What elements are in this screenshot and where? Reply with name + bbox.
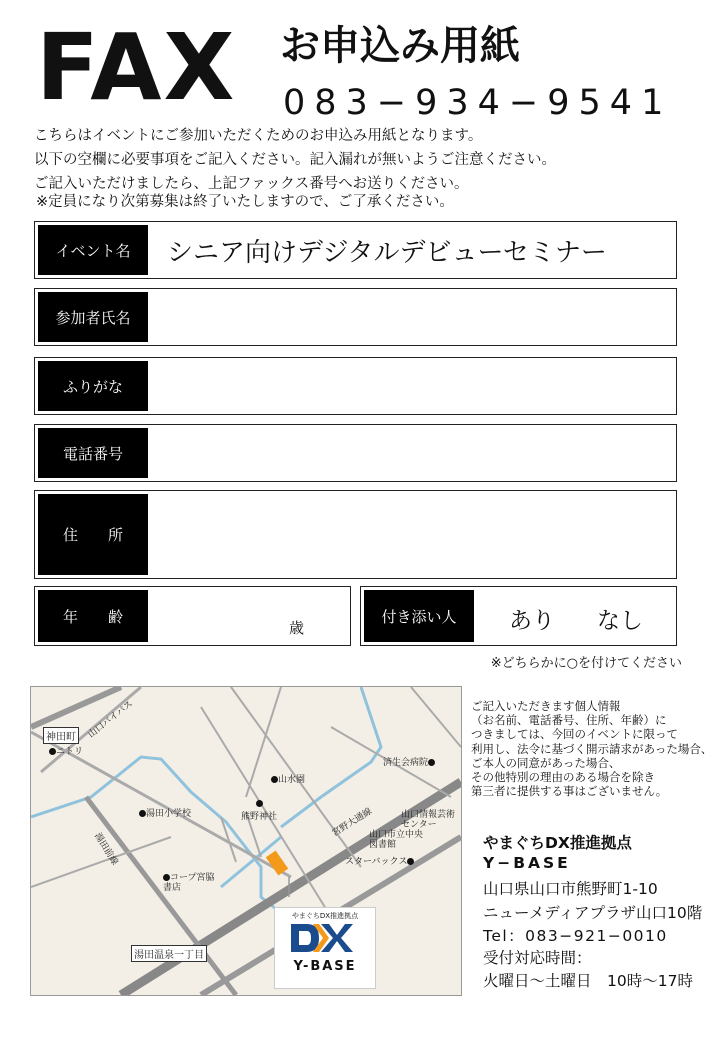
- privacy-line: 第三者に提供する事はございません。: [471, 784, 668, 799]
- map-label-library: 山口市立中央図書館: [369, 830, 424, 850]
- privacy-line: つきましては、今回のイベントに限って: [471, 727, 678, 742]
- coop-dot: [163, 874, 170, 881]
- map-label-coop: コープ宮脇書店: [163, 873, 215, 893]
- map-label-kumano: 熊野神社: [239, 799, 279, 822]
- companion-row: [360, 586, 677, 646]
- intro-line-3: ご記入いただけましたら、上記ファックス番号へお送りください。: [34, 176, 469, 192]
- address-label: 住 所: [38, 494, 148, 575]
- age-row[interactable]: [34, 586, 351, 646]
- map-label-yudamae: 湯田前線: [91, 831, 120, 868]
- privacy-line: その他特別の理由のある場合を除き: [471, 770, 655, 785]
- name-row[interactable]: [34, 288, 677, 346]
- address-row[interactable]: [34, 490, 677, 579]
- privacy-line: ご記入いただきます個人情報: [471, 699, 621, 713]
- hours-value: 火曜日〜土曜日 10時〜17時: [483, 972, 693, 990]
- logo-name-text: Y-BASE: [293, 959, 357, 974]
- kumano-dot: [256, 800, 263, 807]
- privacy-notice: [471, 699, 712, 798]
- intro-line-1: こちらはイベントにご参加いただくためのお申込み用紙となります。: [34, 128, 483, 144]
- privacy-line: （お名前、電話番号、住所、年齢）に: [471, 713, 667, 728]
- fax-number: 083−934−9541: [283, 83, 673, 123]
- companion-no-option[interactable]: なし: [597, 608, 643, 634]
- map-label-starbucks: スターバックス: [345, 854, 414, 867]
- name-label: 参加者氏名: [38, 292, 148, 342]
- map-label-kanda: 神田町: [43, 727, 79, 744]
- event-label: イベント名: [38, 225, 148, 275]
- map-label-nitori: ニトリ: [49, 744, 83, 757]
- map-label-sansuien: 山水園: [271, 772, 305, 785]
- furigana-row[interactable]: [34, 357, 677, 415]
- phone-row[interactable]: [34, 424, 677, 482]
- organizer-address-2: ニューメディアプラザ山口10階: [483, 904, 703, 922]
- age-unit: 歳: [289, 619, 305, 637]
- intro-line-4: ※定員になり次第募集は終了いたしますので、ご了承ください。: [36, 194, 454, 210]
- yuda-school-dot: [139, 810, 146, 817]
- organizer-name: やまぐちDX推進拠点: [483, 834, 632, 852]
- furigana-label: ふりがな: [38, 361, 148, 411]
- event-value: シニア向けデジタルデビューセミナー: [167, 238, 607, 268]
- map-label-miyano-road: 宮野大通線: [330, 806, 375, 839]
- intro-line-2: 以下の空欄に必要事項をご記入ください。記入漏れが無いようご注意ください。: [34, 152, 556, 168]
- map-label-yuda-school: 湯田小学校: [139, 806, 191, 819]
- map-label-yuda-onsen: 湯田温泉一丁目: [131, 945, 207, 962]
- ybase-map-logo: [274, 907, 376, 989]
- companion-label: 付き添い人: [364, 590, 474, 642]
- organizer-tel: Tel：083−921−0010: [483, 927, 668, 945]
- saiseikai-dot: [428, 759, 435, 766]
- access-map: [30, 686, 462, 996]
- map-label-bypass: 山口バイパス: [86, 699, 136, 741]
- circle-note: ※どちらかに○を付けてください: [490, 656, 682, 671]
- logo-small-text: やまぐちDX推進拠点: [291, 912, 359, 920]
- dx-logo-icon: [285, 921, 365, 955]
- fax-heading: FAX: [36, 14, 237, 121]
- nitori-dot: [49, 748, 56, 755]
- map-label-info-center: 山口情報芸術センター: [401, 810, 456, 830]
- starbucks-dot: [407, 858, 414, 865]
- phone-label: 電話番号: [38, 428, 148, 478]
- organizer-name-2: Y−BASE: [483, 854, 571, 872]
- organizer-address-1: 山口県山口市熊野町1-10: [483, 880, 658, 898]
- form-title: お申込み用紙: [280, 23, 520, 69]
- privacy-line: 利用し、法令に基づく開示請求があった場合、: [471, 741, 713, 756]
- age-label: 年 齢: [38, 590, 148, 642]
- sansuien-dot: [271, 776, 278, 783]
- map-label-saiseikai: 済生会病院: [383, 755, 435, 768]
- privacy-line: ご本人の同意があった場合、: [471, 755, 621, 770]
- hours-label: 受付対応時間：: [483, 949, 592, 967]
- event-row: [34, 221, 677, 279]
- companion-yes-option[interactable]: あり: [509, 608, 555, 634]
